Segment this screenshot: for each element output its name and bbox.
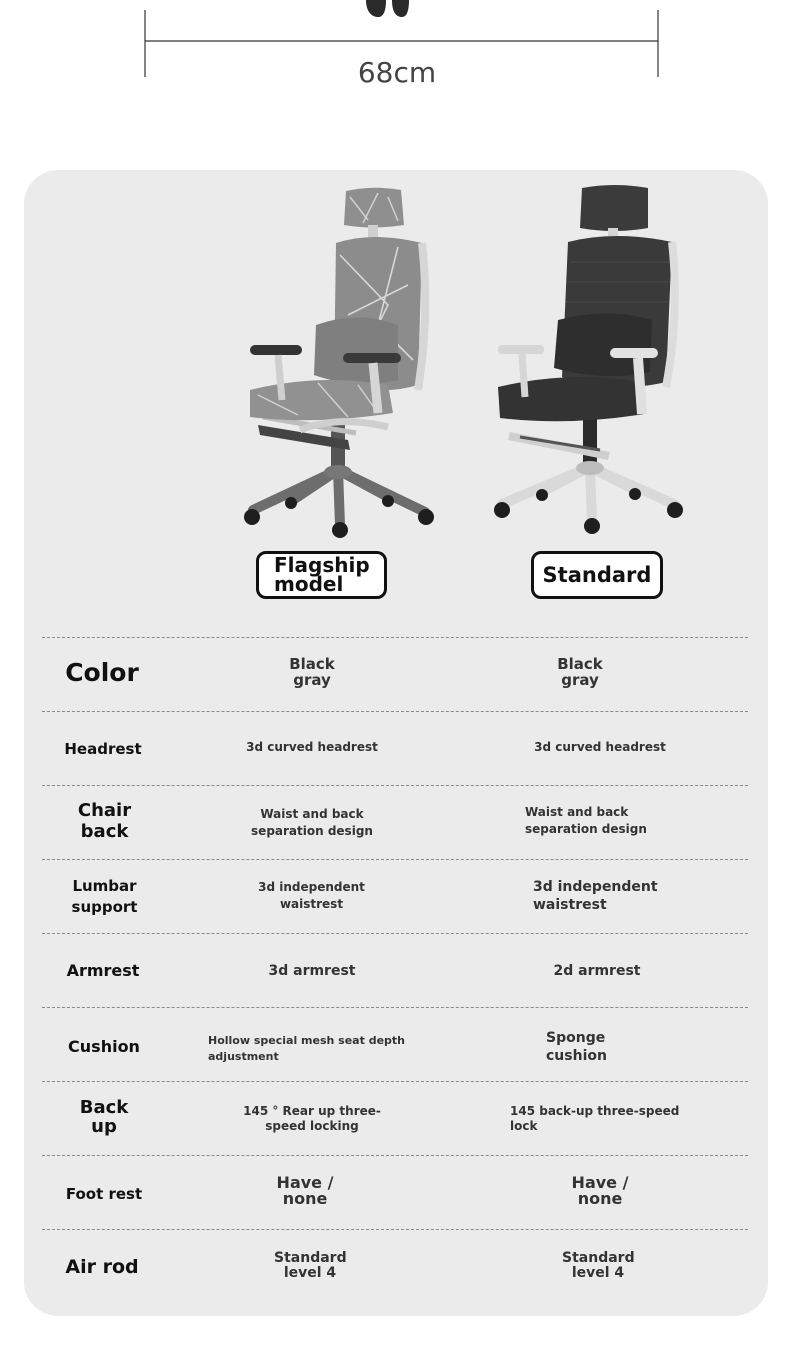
standard-value: 2d armrest bbox=[553, 963, 641, 979]
flagship-value: 145 ° Rear up three-speed locking bbox=[243, 1104, 381, 1133]
row-cushion bbox=[42, 1007, 748, 1082]
row-color bbox=[42, 637, 748, 712]
row-headrest bbox=[42, 711, 748, 786]
flagship-value: Waist and back separation design bbox=[251, 807, 373, 838]
flagship-value: Hollow special mesh seat depth adjustment bbox=[208, 1034, 405, 1063]
row-label: Headrest bbox=[64, 740, 142, 758]
standard-model-label: Standard bbox=[531, 551, 663, 599]
flagship-value: 3d independent waistrest bbox=[258, 880, 365, 911]
row-label: Color bbox=[65, 658, 139, 687]
standard-value: 145 back-up three-speed lock bbox=[510, 1104, 680, 1133]
flagship-model-label: Flagship model bbox=[256, 551, 387, 599]
dimension-label: 68cm bbox=[357, 56, 437, 89]
flagship-chair-icon bbox=[238, 185, 443, 540]
caster-icon bbox=[366, 0, 386, 17]
standard-value: 3d curved headrest bbox=[534, 740, 666, 754]
standard-value: Black gray bbox=[557, 655, 603, 689]
standard-value: Have / none bbox=[571, 1173, 629, 1208]
row-back-up bbox=[42, 1081, 748, 1156]
flagship-value: Have / none bbox=[276, 1173, 334, 1208]
flagship-value: Standard level 4 bbox=[274, 1250, 347, 1281]
standard-chair-icon bbox=[490, 182, 690, 537]
standard-value: Standard level 4 bbox=[562, 1250, 635, 1281]
width-dimension bbox=[0, 0, 790, 120]
row-lumbar-support bbox=[42, 859, 748, 934]
row-label: Chair back bbox=[77, 800, 132, 842]
row-armrest bbox=[42, 933, 748, 1008]
flagship-value: Black gray bbox=[289, 655, 335, 689]
row-foot-rest bbox=[42, 1155, 748, 1230]
row-label: Lumbar support bbox=[71, 877, 138, 916]
standard-value: Sponge cushion bbox=[546, 1030, 607, 1064]
row-label: Foot rest bbox=[65, 1185, 143, 1203]
row-chair-back bbox=[42, 785, 748, 860]
flagship-value: 3d armrest bbox=[268, 963, 356, 979]
standard-value: Waist and back separation design bbox=[525, 805, 647, 836]
flagship-value: 3d curved headrest bbox=[246, 740, 378, 754]
row-label: Air rod bbox=[65, 1256, 139, 1278]
standard-value: 3d independent waistrest bbox=[533, 879, 658, 913]
row-label: Back up bbox=[79, 1097, 129, 1137]
row-label: Armrest bbox=[66, 961, 140, 980]
row-label: Cushion bbox=[68, 1037, 140, 1056]
row-air-rod bbox=[42, 1229, 748, 1304]
